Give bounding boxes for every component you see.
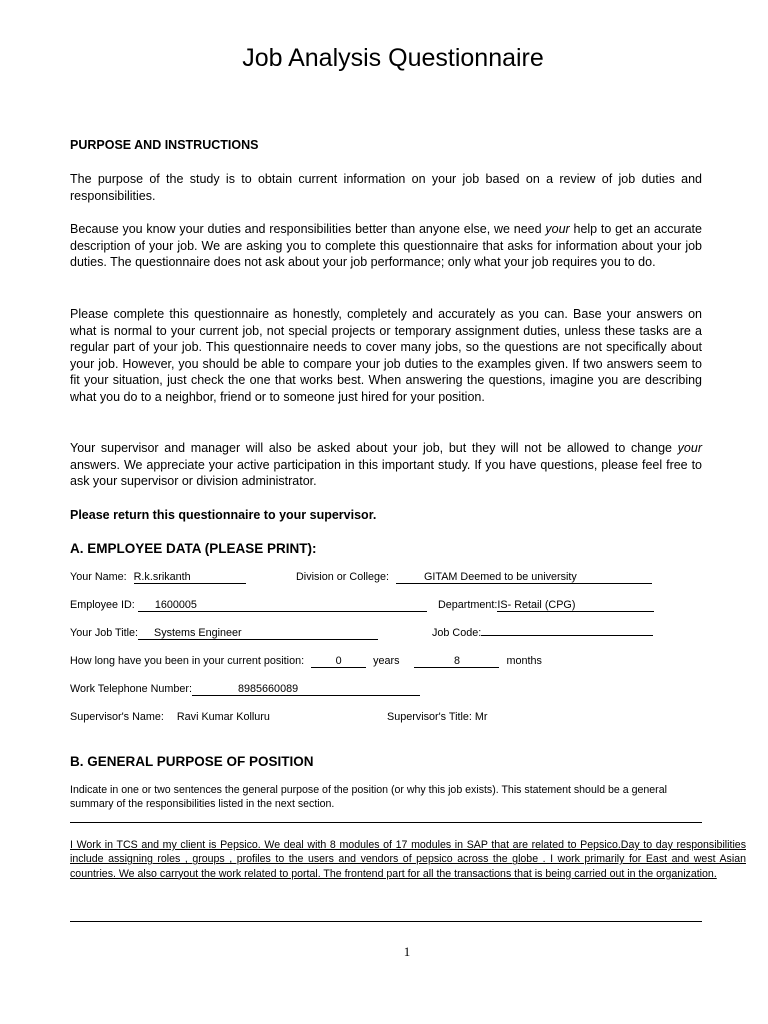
division-value: GITAM Deemed to be university bbox=[424, 571, 577, 583]
tenure-months-input[interactable]: 8 bbox=[414, 655, 499, 668]
department-field bbox=[438, 599, 654, 612]
name-input[interactable]: R.k.srikanth bbox=[134, 571, 246, 584]
purpose-paragraph-2: Because you know your duties and responsibilities better than anyone else, we need your help to get an accurate description of your job. We are asking you to complete this questionnaire that asks for information about your job duties. The questionnaire does not ask about your job performance; only what your job requires you to do. bbox=[70, 222, 702, 270]
supervisor-name-label: Supervisor's Name: bbox=[70, 711, 164, 723]
years-label: years bbox=[373, 655, 400, 667]
tenure-label: How long have you been in your current position: bbox=[70, 655, 305, 667]
page-number: 1 bbox=[403, 944, 411, 959]
job-code-field bbox=[432, 627, 653, 639]
job-title-input[interactable] bbox=[138, 627, 378, 640]
general-purpose-heading: B. GENERAL PURPOSE OF POSITION bbox=[70, 754, 314, 769]
name-label: Your Name: bbox=[70, 571, 127, 583]
supervisor-title-label: Supervisor's Title: bbox=[387, 711, 472, 723]
general-purpose-instructions: Indicate in one or two sentences the general purpose of the position (or why this job exists). This statement should be a general summary of the responsibilities listed in the next section. bbox=[70, 784, 667, 810]
division-input[interactable] bbox=[396, 571, 652, 584]
division-label: Division or College: bbox=[296, 571, 390, 583]
name-field bbox=[70, 571, 246, 584]
purpose-heading: PURPOSE AND INSTRUCTIONS bbox=[70, 138, 259, 152]
answer-line-bottom bbox=[70, 921, 702, 922]
employee-id-value: 1600005 bbox=[154, 599, 197, 611]
phone-input[interactable] bbox=[192, 683, 420, 696]
employee-id-input[interactable] bbox=[138, 599, 427, 612]
phone-value: 8985660089 bbox=[238, 683, 299, 695]
supervisor-title-field bbox=[387, 711, 487, 723]
answer-line-top bbox=[70, 822, 702, 823]
supervisor-title-input[interactable]: Mr bbox=[474, 711, 488, 723]
phone-label: Work Telephone Number: bbox=[70, 683, 193, 695]
months-label: months bbox=[506, 655, 542, 667]
purpose-paragraph-1: The purpose of the study is to obtain current information on your job based on a review of job duties and responsibilities. bbox=[70, 172, 702, 203]
purpose-paragraph-4: Your supervisor and manager will also be asked about your job, but they will not be allowed to change your answers. We appreciate your active participation in this important study. If you have questions, please feel free to ask your supervisor or division administrator. bbox=[70, 441, 702, 489]
return-note: Please return this questionnaire to your supervisor. bbox=[70, 508, 377, 522]
supervisor-name-input[interactable]: Ravi Kumar Kolluru bbox=[176, 711, 270, 723]
department-label: Department: bbox=[438, 599, 498, 611]
division-field bbox=[296, 571, 652, 584]
job-code-input[interactable] bbox=[481, 635, 653, 636]
employee-id-field bbox=[70, 599, 427, 612]
department-input[interactable]: IS- Retail (CPG) bbox=[497, 599, 654, 612]
general-purpose-answer[interactable]: I Work in TCS and my client is Pepsico. We deal with 8 modules of 17 modules in SAP that are related to Pepsico.Day to day responsibilities include assigning roles , groups , profiles to the users and vendors of pepsico across the globe . I work primarily for East and west Asian countries. We also carryout the work related to portal. The frontend part for all the transactions that is being carried out in the organization. bbox=[70, 839, 746, 880]
job-title-value: Systems Engineer bbox=[154, 627, 242, 639]
tenure-field bbox=[70, 655, 542, 668]
tenure-years-input[interactable]: 0 bbox=[311, 655, 366, 668]
phone-field bbox=[70, 683, 420, 696]
job-code-label: Job Code: bbox=[432, 627, 482, 639]
job-title-field bbox=[70, 627, 378, 640]
supervisor-name-field bbox=[70, 711, 270, 723]
employee-data-heading: A. EMPLOYEE DATA (PLEASE PRINT): bbox=[70, 541, 317, 556]
purpose-paragraph-3: Please complete this questionnaire as honestly, completely and accurately as you can. Base your answers on what is normal to your current job, not special projects or temporary assignment duties, unless these tasks are a regular part of your job. This questionnaire needs to cover many jobs, so the questions are not specifically about your job. However, you should be able to compare your job duties to the examples given. If two answers seem to fit your situation, just check the one that works best. When answering the questions, imagine you are describing what you do to a neighbor, friend or to someone just hired for your position. bbox=[70, 307, 702, 404]
job-title-label: Your Job Title: bbox=[70, 627, 139, 639]
employee-id-label: Employee ID: bbox=[70, 599, 135, 611]
document-title: Job Analysis Questionnaire bbox=[242, 44, 544, 72]
